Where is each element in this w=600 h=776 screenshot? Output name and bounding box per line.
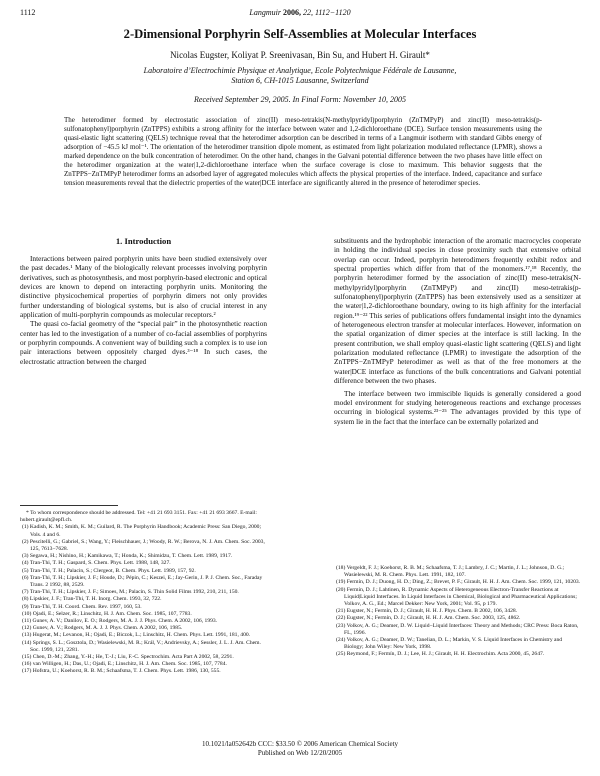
reference-item: (4) Tran-Thi, T. H.; Gaspard, S. Chem. Phys. Lett. 1988, 148, 327. bbox=[22, 560, 171, 567]
left-column bbox=[20, 236, 267, 366]
affiliation-line-2: Station 6, CH-1015 Lausanne, Switzerland bbox=[231, 76, 369, 85]
reference-item: (15) Chen, D.-M.; Zhang, Y.-H.; He, T.-J.; Liu, F.-C. Spectrochim. Acta Part A 2002, 58, 2291. bbox=[22, 654, 234, 661]
reference-item: (19) Fermín, D. J.; Duong, H. D.; Ding, Z.; Brevet, P. F.; Girault, H. H. J. Am. Chem. Soc. 1999, 121, 10203. bbox=[336, 579, 581, 586]
reference-list-left bbox=[20, 524, 267, 675]
reference-item: (3) Segawa, H.; Nishino, H.; Kamikawa, T.; Honda, K.; Shimidzu, T. Chem. Lett. 1989, 1917. bbox=[22, 553, 233, 560]
footnotes-left bbox=[20, 505, 267, 676]
body-paragraph: The quasi co-facial geometry of the “special pair” in the photosynthetic reaction center has led to the investigation of a number of co-facial assemblies of porphyrins or porphyrin compounds. A convenient way of building such a complex is to use ion pair interactions between oppositely charged dyes.³⁻¹⁸ In such cases, the electrostatic attraction between the charged bbox=[20, 319, 267, 366]
reference-item: (24) Volkov, A. G.; Deamer, D. W.; Tanelian, D. L.; Markin, V. S. Liquid Interfaces in Chemistry and Biology; John Wiley: New York, 1998. bbox=[336, 637, 563, 651]
footnotes-right bbox=[334, 565, 581, 659]
reference-item: (23) Volkov, A. G.; Deamer, D. W. Liquid−Liquid Interfaces: Theory and Methods; CRC Press: Boca Raton, FL, 1996. bbox=[336, 622, 579, 636]
reference-item: (25) Reymond, F.; Fermín, D. J.; Lee, H. J.; Girault, H. H. Electrochim. Acta 2000, 45, 2647. bbox=[336, 651, 545, 658]
journal-volume-pages: 22, 1112−1120 bbox=[302, 8, 351, 17]
right-column bbox=[334, 236, 581, 426]
affiliation bbox=[60, 66, 540, 86]
reference-item: (1) Kadish, K. M.; Smith, K. M.; Guilard, R. The Porphyrin Handbook; Academic Press: San Diego, 2000; Vols. 4 and 6. bbox=[22, 524, 262, 538]
publication-date: Published on Web 12/20/2005 bbox=[257, 749, 343, 757]
body-paragraph: The interface between two immiscible liquids is generally considered a good model environment for studying heterogeneous reactions and exchange processes occurring in biological systems.²³⁻²⁵ The advantages provided by this type of system lie in the fact that the interface can be externally polarized and bbox=[334, 388, 581, 426]
article-title: 2-Dimensional Porphyrin Self-Assemblies at Molecular Interfaces bbox=[123, 27, 477, 41]
reference-item: (22) Eugster, N.; Fermín, D. J.; Girault, H. H. J. Am. Chem. Soc. 2003, 125, 4862. bbox=[336, 615, 521, 622]
section-heading: 1. Introduction bbox=[115, 236, 172, 246]
author-list: Nicolas Eugster, Koliyat P. Sreenivasan, Bin Su, and Hubert H. Girault* bbox=[170, 50, 430, 60]
reference-item: (10) Ojadi, E.; Selzer, R.; Linschitz, H. J. Am. Chem. Soc. 1985, 107, 7783. bbox=[22, 610, 192, 617]
reference-item: (21) Eugster, N.; Fermín, D. J.; Girault, H. H. J. Phys. Chem. B 2002, 106, 3428. bbox=[336, 608, 518, 615]
reference-item: (2) Pescitelli, G.; Gabriel, S.; Wang, Y.; Fleischhauer, J.; Woody, R. W.; Berova, N. J. Am. Chem. Soc. 2003, 125, 7613−7628. bbox=[22, 538, 265, 553]
body-paragraph: substituents and the hydrophobic interaction of the aromatic macrocycles cooperate in holding the individual species in close proximity such that extensive orbital overlap can occur. Indeed, porphyrin heterodimers frequently exhibit redox and spectral properties which differ from that of the monomers.¹⁷,¹⁸ Recently, the porphyrin heterodimer formed by the association of zinc(II) meso-tetrakis(N-methylpyridyl)porphyrin (ZnTMPyP) and zinc(II) meso-tetrakis(p-sulfonatophenyl)porphyrin (ZnTPPS) has been extensively used as a sensitizer at the water|1,2-dichloroethane boundary, owing to its high affinity for the interfacial region.¹⁹⁻²² This series of publications offers fundamental insight into the dynamics of heterogeneous electron transfer at molecular interfaces. However, information on the spatial organization of dimer species at the interface is still lacking. In the present contribution, we shall employ quasi-elastic light scattering (QELS) and light polarization modulated reflectance (LPMR) to investigate the adsorption of the ZnTPPS−ZnTMPyP heterodimer as well as that of the free monomers at the water|DCE interface as functions of the bulk concentrations and Galvani potential difference between the two phases. bbox=[334, 236, 581, 386]
abstract: The heterodimer formed by electrostatic association of zinc(II) meso-tetrakis(N-methylpyridyl)porphyrin (ZnTMPyP) and zinc(II) meso-tetrakis(p-sulfonatophenyl)porphyrin (ZnTPPS) exhibits a strong affinity for the interface between water and 1,2-dichloroethane (DCE). Surface tension measurements using the quasi-elastic light scattering (QELS) technique reveal that the heterodimer adsorption can be described in terms of a Langmuir isotherm with standard Gibbs energy of adsorption of −45.5 kJ mol⁻¹. The orientation of the heterodimer transition dipole moment, as estimated from light polarization modulated reflectance (LPMR), shows a marked dependence on the bulk concentration of heterodimer. On the other hand, changes in the Galvani potential difference between the two phases have little effect on the heterodimer organization at the water|1,2-dichloroethane interface when the surface coverage is close to maximum. This behavior suggests that the ZnTPPS−ZnTMPyP heterodimer forms an adsorbed layer of aggregated molecules which affects the physical properties of the interface. Indeed, capacitance and surface tension measurements reveal that the dielectric properties of the water|DCE interface are significantly altered in the presence of heterodimer species. bbox=[64, 116, 542, 187]
reference-list-right bbox=[334, 565, 581, 659]
received-dates: Received September 29, 2005. In Final Form: November 10, 2005 bbox=[194, 95, 406, 104]
affiliation-line-1: Laboratoire d’Electrochimie Physique et Analytique, Ecole Polytechnique Fédérale de Lausanne, bbox=[143, 66, 457, 75]
journal-year: 2006, bbox=[282, 8, 301, 17]
reference-item: (16) van Willigen, H.; Das, U.; Ojadi, E.; Linschitz, H. J. Am. Chem. Soc. 1985, 107, 7784. bbox=[22, 661, 227, 668]
body-paragraph: Interactions between paired porphyrin units have been studied extensively over the past decades.¹ Many of the biologically relevant processes involving porphyrin derivatives, such as photosynthesis, and most porphyrin-based electronic and optical devices are known to depend on interacting porphyrin units. Monitoring the distinctive physicochemical properties of porphyrin dimers not only provides further understanding of biological systems, but is also of crucial interest in any application of multi-porphyrin compounds as molecular receptors.² bbox=[20, 254, 267, 320]
journal-citation bbox=[20, 8, 580, 17]
reference-item: (17) Hofstra, U.; Koehorst, R. B. M.; Schaafsma, T. J. Chem. Phys. Lett. 1986, 130, 555. bbox=[22, 668, 221, 675]
reference-item: (12) Gunev, A. V.; Rodgers, M. A. J. J. Phys. Chem. A 2002, 106, 1985. bbox=[22, 625, 183, 632]
reference-item: (6) Tran-Thi, T. H.; Lipskier, J. F.; Houde, D.; Pépin, C.; Keszei, E.; Jay-Gerin, J. P. J. Chem. Soc., Faraday Trans. 2 1992, 88, 2529. bbox=[22, 574, 263, 589]
page-number: 1112 bbox=[20, 8, 36, 17]
footnote-divider bbox=[20, 505, 118, 506]
reference-item: (9) Tran-Thi, T. H. Coord. Chem. Rev. 1997, 160, 53. bbox=[22, 603, 142, 610]
journal-name: Langmuir bbox=[249, 8, 281, 17]
reference-item: (5) Tran-Thi, T. H.; Palacin, S.; Clergeot, B. Chem. Phys. Lett. 1989, 157, 92. bbox=[22, 567, 196, 574]
reference-item: (13) Hugerat, M.; Levanon, H.; Ojadi, E.; Biczok, L.; Linschitz, H. Chem. Phys. Lett. 1991, 181, 400. bbox=[22, 632, 251, 639]
reference-item: (7) Tran-Thi, T. H.; Lipskier, J. F.; Simoes, M.; Palacin, S. Thin Solid Films 1992, 210, 211, 150. bbox=[22, 589, 239, 596]
reference-item: (14) Springs, S. L.; Gosztola, D.; Wasielewski, M. R.; Král, V.; Andrievsky, A.; Sessler, J. L. J. Am. Chem. Soc. 1999, 121, 2281. bbox=[22, 639, 261, 653]
reference-item: (11) Gunev, A. V.; Danilov, E. O.; Rodgers, M. A. J. J. Phys. Chem. A 2002, 106, 1993. bbox=[22, 618, 218, 625]
correspondence-note: * To whom correspondence should be addressed. Tel: +41 21 693 3151. Fax: +41 21 693 3667. E-mail: hubert.girault@epfl.ch. bbox=[20, 510, 257, 524]
reference-item: (20) Fermín, D. J.; Lahtinen, R. Dynamic Aspects of Heterogeneous Electron-Transfer Reactions at Liquid|Liquid Interfaces. In Liquid Interfaces in Chemical, Biological and Pharmaceutical Applications; Volkov, A. G., Ed.; Marcel Dekker: New York, 2001; Vol. 95, p 179. bbox=[336, 586, 577, 608]
reference-item: (18) Vergeldt, F. J.; Koehorst, R. B. M.; Schaafsma, T. J.; Lambry, J. C.; Martin, J. L.; Johnson, D. G.; Wasielewski, M. R. Chem. Phys. Lett. 1991, 182, 107. bbox=[336, 565, 565, 579]
running-header bbox=[20, 8, 580, 20]
reference-item: (8) Lipskier, J. F.; Tran-Thi, T. H. Inorg. Chem. 1993, 32, 722. bbox=[22, 596, 162, 603]
page-footer bbox=[0, 740, 600, 758]
doi-copyright: 10.1021/la052642b CCC: $33.50 © 2006 American Chemical Society bbox=[201, 740, 399, 748]
